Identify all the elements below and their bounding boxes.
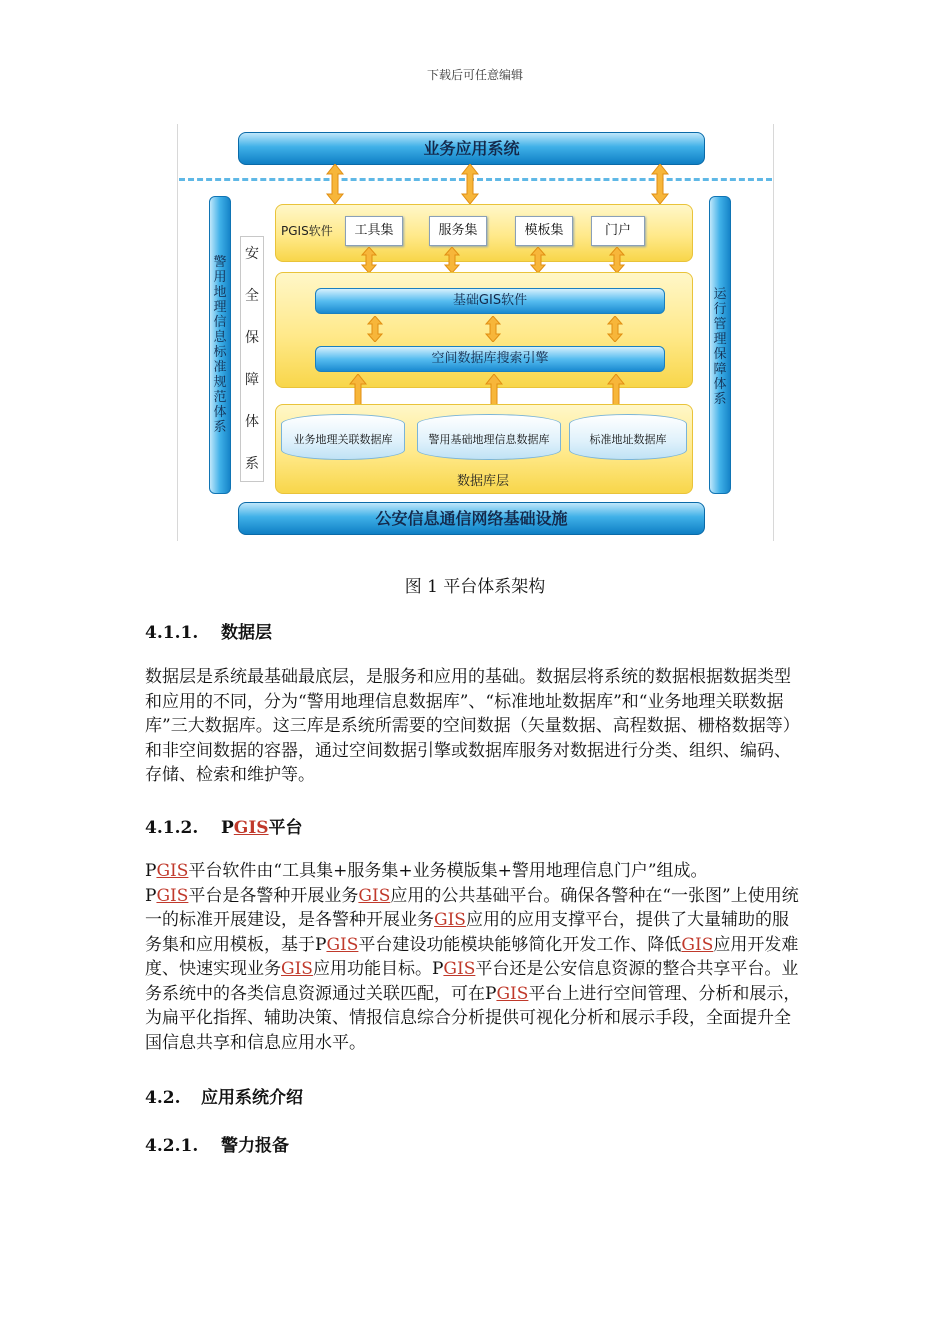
gis-text: GIS: [496, 983, 529, 1004]
gis-text: GIS: [156, 885, 189, 906]
standards-label: 警用地理信息标准规范体系: [213, 255, 227, 435]
gis-text: GIS: [156, 861, 189, 881]
figure-caption: 图 1 平台体系架构: [404, 577, 546, 597]
security-char: 全: [245, 288, 259, 304]
double-arrow-icon: [609, 247, 625, 273]
security-char: 安: [245, 246, 259, 262]
text-p: P: [485, 983, 497, 1004]
gis-text: GIS: [326, 934, 359, 955]
tool-portal: 门户: [591, 216, 645, 246]
section-title: 数据层: [221, 623, 272, 643]
heading-4-2: [145, 1083, 303, 1108]
architecture-diagram: [177, 124, 774, 541]
gis-text: GIS: [358, 885, 391, 906]
text-segment: 平台还是公安信息资源的整合共享平台。业务系统中的各类信息资源通过关联匹配，可在: [145, 959, 799, 1004]
gis-text: GIS: [443, 959, 476, 979]
double-arrow-icon: [650, 164, 670, 204]
text-p: P: [145, 861, 157, 881]
text-p: P: [145, 885, 157, 906]
heading-4-1-1: [145, 618, 272, 643]
security-char: 障: [245, 372, 259, 388]
gis-text: GIS: [233, 818, 269, 838]
text-segment: 平台软件由“工具集+服务集+业务模版集+警用地理信息门户”组成。: [188, 861, 708, 881]
double-arrow-icon: [361, 247, 377, 273]
section-title: 应用系统介绍: [201, 1088, 303, 1108]
double-arrow-icon: [485, 316, 501, 342]
security-char: 保: [245, 330, 259, 346]
standards-vertical-bar: [209, 196, 231, 494]
tool-serviceset: 服务集: [429, 216, 487, 246]
text-segment: 应用的应用支撑平台，提供了大量辅助的服务集和应用模板，基于: [145, 910, 789, 955]
heading-4-2-1: [145, 1131, 289, 1156]
text-segment: 平台建设功能模块能够简化开发工作、降低: [358, 934, 682, 955]
text-segment: 应用开发难度、快速实现业务: [145, 934, 799, 979]
text-p: P: [431, 959, 444, 979]
text-segment: 平台是各警种开展业务: [188, 885, 359, 906]
gis-text: GIS: [681, 934, 714, 955]
section-number: 4.2.1.: [145, 1136, 199, 1156]
page-header: 下载后可任意编辑: [426, 68, 523, 82]
text-segment: 平台上进行空间管理、分析和展示，为扁平化指挥、辅助决策、情报信息综合分析提供可视化分析和展示手段，全面提升全国信息共享和信息应用水平。: [145, 983, 801, 1053]
heading-4-1-2: [145, 813, 303, 838]
operations-label: 运行管理保障体系: [713, 287, 727, 407]
standard-address-db: 标准地址数据库: [569, 414, 687, 460]
security-column: [240, 236, 264, 482]
paragraph-pgis-platform: [145, 859, 805, 1055]
paragraph-data-layer: 数据层是系统最基础最底层，是服务和应用的基础。数据层将系统的数据根据数据类型和应用的不同，分为“警用地理信息数据库”、“标准地址数据库”和“业务地理关联数据库”三大数据库。这三库是系统所需要的空间数据（矢量数据、高程数据、栅格数据等）和非空间数据的容器，通过空间数据引擎或数据库服务对数据进行分类、组织、编码、存储、检索和维护等。: [145, 667, 800, 785]
infrastructure-bar: 公安信息通信网络基础设施: [238, 502, 705, 535]
section-number: 4.2.: [145, 1088, 181, 1108]
double-arrow-icon: [530, 247, 546, 273]
security-char: 系: [245, 456, 259, 472]
base-gis-bar: 基础GIS软件: [315, 288, 665, 314]
text-segment: 应用功能目标。: [312, 959, 432, 979]
search-engine-bar: 空间数据库搜索引擎: [315, 346, 665, 372]
double-arrow-icon: [325, 164, 345, 204]
business-geo-db: 业务地理关联数据库: [281, 414, 405, 460]
section-title: 平台: [268, 818, 303, 838]
gis-text: GIS: [434, 910, 466, 930]
gis-text: GIS: [281, 959, 313, 979]
police-geo-db: 警用基础地理信息数据库: [417, 414, 561, 460]
double-arrow-icon: [460, 164, 480, 204]
section-title: 警力报备: [221, 1136, 289, 1156]
section-number: 4.1.2.: [145, 818, 199, 838]
text-p: P: [315, 934, 327, 955]
text-segment: 应用的公共基础平台。确保各警种在“一张图”上使用统一的标准开展建设，是各警种开展业务: [145, 885, 799, 930]
double-arrow-icon: [367, 316, 383, 342]
double-arrow-icon: [607, 316, 623, 342]
business-app-bar: 业务应用系统: [238, 132, 705, 165]
figure-border-right: [773, 124, 774, 541]
operations-vertical-bar: [709, 196, 731, 494]
double-arrow-icon: [444, 247, 460, 273]
section-number: 4.1.1.: [145, 623, 199, 643]
tool-toolset: 工具集: [345, 216, 403, 246]
pgis-label: PGIS软件: [281, 224, 333, 238]
tool-templateset: 模板集: [515, 216, 573, 246]
title-p: P: [221, 818, 234, 838]
figure-border-left: [177, 124, 178, 541]
security-char: 体: [245, 414, 259, 430]
database-layer-label: 数据库层: [457, 474, 510, 489]
